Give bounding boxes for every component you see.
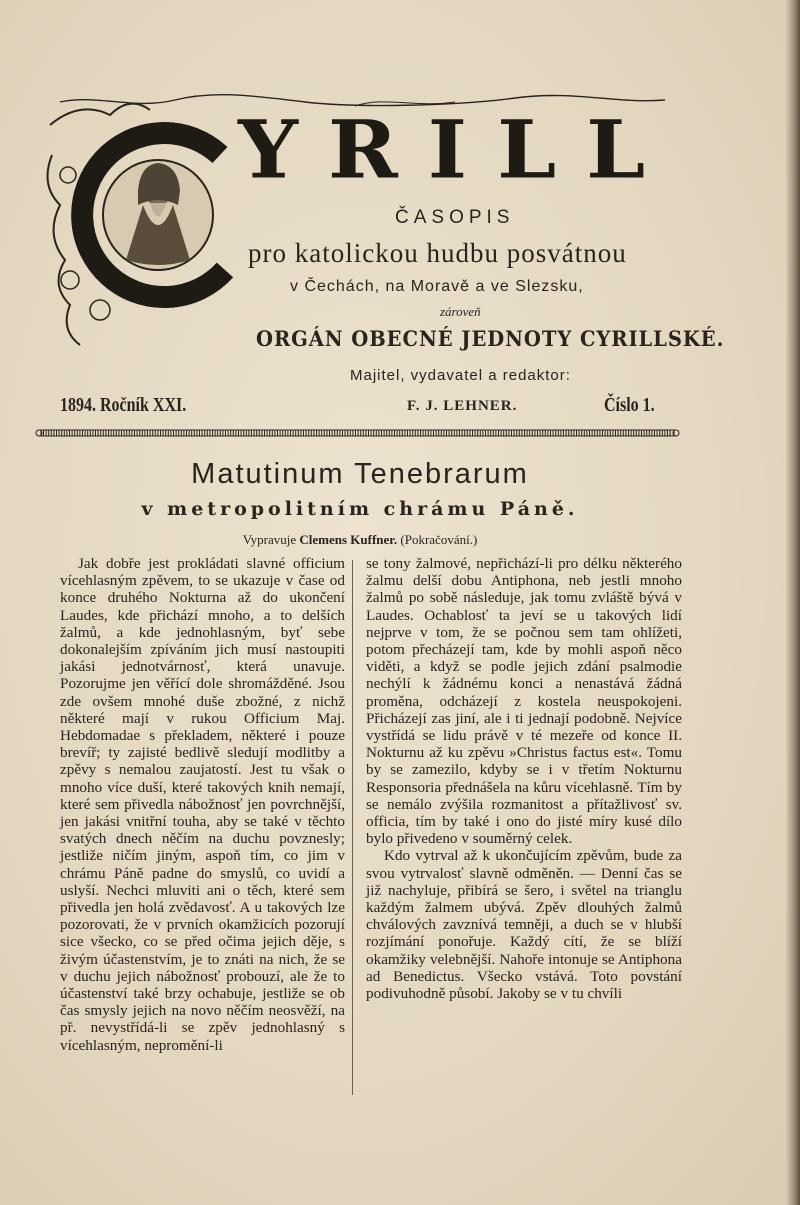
masthead-casopis: ČASOPIS bbox=[395, 207, 515, 228]
right-column-paragraph-1: se tony žalmové, nepřichází-li pro délku některého žalmu delší dobu Antiphona, neb jestli mnoho žalmů po sobě následuje, jak tomu zvláště bývá v Laudes. Ochablosť ta jeví se u takových lidí nejprve v tom, že se počnou sem tam ohlížeti, potom přecházejí tam, kde by mohli aspoň něco viděti, a když se podle jejich zdání psalmodie nechýlí k žádnému konci a nenastává žádná proměna, odcházejí z kostela neuspokojeni. Přicházejí zas jiní, ale i ti jednají podobně. Nejvíce vystřídá se lidu právě v té mezeře od konce II. Nokturnu až ku zpěvu »Christus factus est«. Tomu by se zamezilo, kdyby se i v třetím Nokturnu Responsoria přednášela na kůru vícehlasně. Tím by se nemálo zvýšila rozmanitost a přítažlivosť sv. officia, tím by také i ono do jisté míry kusé dílo bylo přivedeno v souměrný celek. bbox=[366, 555, 682, 848]
masthead-separator-rule bbox=[35, 427, 680, 439]
column-divider bbox=[352, 560, 353, 1095]
right-column-paragraph-2: Kdo vytrval až k ukončujícím zpěvům, bude za svou vytrvalosť slavně odměněn. — Denní čas se již nachyluje, přibírá se šero, i světel na trianglu každým žalmem ubývá. Zpěv dlouhých žalmů chválových zavznívá temněji, a duch se v hlubší rozjímání ponořuje. Každý cítí, že se blíží okamžiky velebnější. Nahoře intonuje se Antiphona ad Benedictus. Všecko vstává. Toto povstání podivuhodně působí. Jakoby se v tu chvíli bbox=[366, 847, 682, 1003]
article-title: Matutinum Tenebrarum bbox=[191, 458, 529, 490]
masthead-organ: ORGÁN OBECNÉ JEDNOTY CYRILLSKÉ. bbox=[256, 326, 725, 351]
article-subtitle: v metropolitním chrámu Páně. bbox=[141, 498, 579, 520]
masthead-publisher-label: Majitel, vydavatel a redaktor: bbox=[350, 367, 571, 384]
article-right-column bbox=[366, 555, 682, 1002]
article-byline bbox=[0, 532, 720, 548]
byline-continuation: (Pokračování.) bbox=[400, 532, 478, 547]
masthead-issue-number: Číslo 1. bbox=[604, 394, 655, 416]
article-left-column bbox=[60, 555, 345, 1054]
book-spine-edge bbox=[786, 0, 800, 1205]
masthead-regions: v Čechách, na Moravě a ve Slezsku, bbox=[290, 278, 584, 295]
byline-prefix: Vypravuje bbox=[242, 532, 297, 547]
masthead-subtitle: pro katolickou hudbu posvátnou bbox=[248, 238, 627, 268]
masthead-zaroven: zároveň bbox=[440, 304, 481, 319]
masthead-title: YRILL bbox=[238, 102, 676, 197]
ornamental-initial-c-with-portrait bbox=[40, 95, 240, 355]
left-column-paragraph: Jak dobře jest prokládati slavné officium vícehlasným zpěvem, to se ukazuje v čase od konce druhého Nokturna až do ukončení Laudes, kde přichází mnoho, a to delších žalmů, a kde jednohlasným, byť sebe dokonalejším zpíváním jich musí nastoupiti jakási jednotvárnosť, která unavuje. Pozorujme jen věřící dole shromážděné. Jsou zde ovšem mnohé duše zbožné, z nichž některé mají v rukou Officium Maj. Hebdomadae s překladem, některé i pouze brevíř; ty zajisté bedlivě sledují modlitby a zpěvy s nemalou zaujatostí. Jest tu však o mnoho více duší, které takových knih nemají, které sem přivedla nábožnosť jen povrchnější, jen jakási vnitřní touha, aby se také v těchto svatých dnech něčím na duchu povznesly; jestliže ničím jiným, aspoň tím, co jim v chrámu Páně padne do smyslů, co uvidí a uslyší. Nechci mluviti ani o těch, které sem přivedla jen holá zvědavosť. A u takových lze pozorovati, že v prvních okamžicích pozorují sice všecko, co se před očima jejich děje, s živým účastenstvím, je to znáti na nich, že se v duchu jejich nábožnosť probouzí, ale že to účastenství také brzy ochabuje, jestliže se ob čas smysly jejich na novo něčím neosvěží, na př. nevystřídá-li se zpěv jednohlasný s vícehlasným, nepromění-li bbox=[60, 555, 345, 1054]
masthead-editor: F. J. LEHNER. bbox=[407, 398, 518, 414]
masthead-year-volume: 1894. Ročník XXI. bbox=[60, 394, 187, 416]
byline-author: Clemens Kuffner. bbox=[299, 532, 398, 547]
